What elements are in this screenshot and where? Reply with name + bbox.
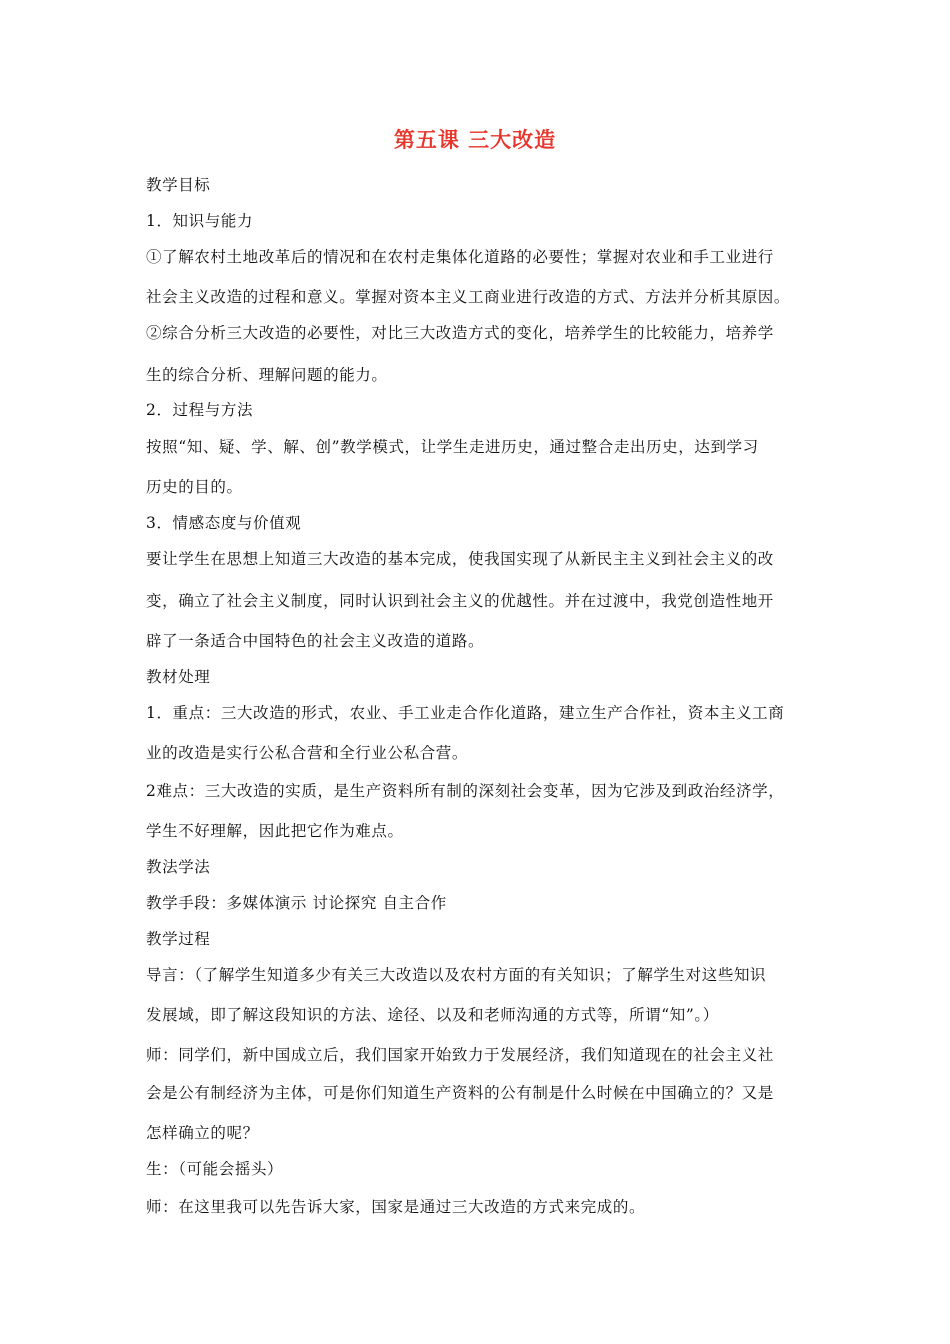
paragraph-line: 发展域，即了解这段知识的方法、途径、以及和老师沟通的方式等，所谓“知”。） (146, 1006, 719, 1024)
paragraph-line: 社会主义改造的过程和意义。掌握对资本主义工商业进行改造的方式、方法并分析其原因。 (146, 288, 791, 306)
paragraph-line: 2难点：三大改造的实质，是生产资料所有制的深刻社会变革，因为它涉及到政治经济学， (146, 782, 785, 800)
paragraph-line: 教学手段：多媒体演示 讨论探究 自主合作 (146, 894, 447, 912)
section-heading-teaching-goals: 教学目标 (146, 176, 211, 194)
subheading-process-method: 2．过程与方法 (146, 401, 254, 419)
paragraph-line: 学生不好理解，因此把它作为难点。 (146, 822, 404, 840)
paragraph-line: 师：同学们，新中国成立后，我们国家开始致力于发展经济，我们知道现在的社会主义社 (146, 1046, 774, 1064)
lesson-title: 第五课 三大改造 (393, 128, 557, 152)
section-heading-methods: 教法学法 (146, 858, 211, 876)
paragraph-line: 辟了一条适合中国特色的社会主义改造的道路。 (146, 632, 485, 650)
paragraph-line: 导言：（了解学生知道多少有关三大改造以及农村方面的有关知识；了解学生对这些知识 (146, 966, 767, 984)
subheading-knowledge-ability: 1．知识与能力 (146, 212, 254, 230)
paragraph-line: 生：（可能会摇头） (146, 1160, 284, 1178)
paragraph-line: 历史的目的。 (146, 478, 243, 496)
paragraph-line: ①了解农村土地改革后的情况和在农村走集体化道路的必要性；掌握对农业和手工业进行 (146, 248, 774, 266)
paragraph-line: 1．重点：三大改造的形式，农业、手工业走合作化道路，建立生产合作社，资本主义工商 (146, 704, 785, 722)
paragraph-line: 师：在这里我可以先告诉大家，国家是通过三大改造的方式来完成的。 (146, 1198, 646, 1216)
section-heading-process: 教学过程 (146, 930, 211, 948)
paragraph-line: 业的改造是实行公私合营和全行业公私合营。 (146, 744, 469, 762)
paragraph-line: 按照“知、疑、学、解、创”教学模式，让学生走进历史，通过整合走出历史，达到学习 (146, 438, 759, 456)
paragraph-line: 会是公有制经济为主体，可是你们知道生产资料的公有制是什么时候在中国确立的？又是 (146, 1084, 774, 1102)
paragraph-line: 生的综合分析、理解问题的能力。 (146, 366, 388, 384)
section-heading-materials: 教材处理 (146, 668, 211, 686)
paragraph-line: 怎样确立的呢？ (146, 1124, 259, 1142)
paragraph-line: 变，确立了社会主义制度，同时认识到社会主义的优越性。并在过渡中，我党创造性地开 (146, 592, 774, 610)
paragraph-line: ②综合分析三大改造的必要性，对比三大改造方式的变化，培养学生的比较能力，培养学 (146, 324, 774, 342)
paragraph-line: 要让学生在思想上知道三大改造的基本完成，使我国实现了从新民主主义到社会主义的改 (146, 550, 774, 568)
subheading-emotion-values: 3．情感态度与价值观 (146, 514, 302, 532)
